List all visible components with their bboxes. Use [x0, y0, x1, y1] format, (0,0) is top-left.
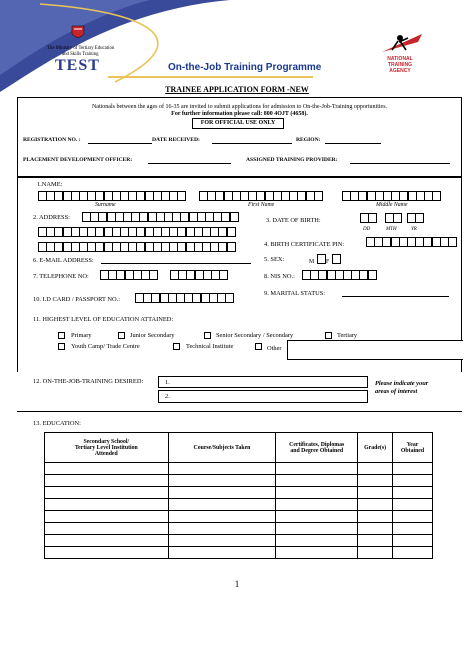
id-card-input[interactable] — [135, 293, 233, 303]
registration-no-label: REGISTRATION NO. : — [23, 137, 81, 143]
technical-institute-checkbox[interactable] — [173, 343, 180, 350]
education-level-heading: 11. HIGHEST LEVEL OF EDUCATION ATTAINED: — [33, 316, 174, 323]
address-input-line3[interactable] — [38, 242, 235, 252]
header-underline — [108, 76, 313, 78]
technical-institute-label: Technical Institute — [186, 343, 234, 350]
dob-month-caption: MTH — [386, 227, 397, 232]
address-input-line1[interactable] — [82, 212, 238, 222]
sex-label: 5. SEX: — [264, 256, 285, 263]
ministry-name-line2: and Skills Training — [62, 52, 99, 57]
sex-female-checkbox[interactable] — [332, 254, 340, 264]
registration-no-field[interactable] — [88, 143, 152, 144]
ojt-option-1-field[interactable] — [158, 376, 368, 388]
info-line: For further information please call: 800 4OJT (4658). — [171, 111, 308, 117]
first-name-caption: First Name — [248, 202, 275, 208]
ministry-name-line1: The Ministry of Tertiary Education — [47, 46, 115, 51]
tertiary-checkbox[interactable] — [325, 332, 332, 339]
senior-secondary-label: Senior Secondary / Secondary — [216, 332, 294, 339]
ojt-note: Please indicate your areas of interest — [375, 380, 429, 395]
dob-month-input[interactable] — [385, 213, 401, 223]
date-received-label: DATE RECEIVED: — [152, 137, 200, 143]
table-row[interactable] — [45, 511, 433, 523]
sex-female-label: F — [326, 259, 330, 265]
ojt-option-1-label: 1. — [165, 379, 170, 386]
telephone-input[interactable] — [100, 270, 157, 280]
id-card-label: 10. I.D CARD / PASSPORT NO.: — [33, 296, 120, 303]
education-col-institution: Secondary School/ Tertiary Level Institution Attended — [45, 433, 169, 463]
table-row[interactable] — [45, 535, 433, 547]
placement-officer-label: PLACEMENT DEVELOPMENT OFFICER: — [23, 157, 133, 163]
region-field[interactable] — [325, 143, 381, 144]
table-row[interactable] — [45, 499, 433, 511]
education-table-heading: 13. EDUCATION: — [33, 420, 81, 427]
youth-camp-checkbox[interactable] — [58, 343, 65, 350]
table-row[interactable] — [45, 523, 433, 535]
dob-day-input[interactable] — [360, 213, 376, 223]
primary-checkbox[interactable] — [58, 332, 65, 339]
page-number: 1 — [234, 579, 240, 589]
education-col-certificates: Certificates, Diplomas and Degree Obtained — [276, 433, 358, 463]
education-col-year: Year Obtained — [393, 433, 433, 463]
other-label: Other — [267, 345, 282, 352]
dob-day-caption: DD — [363, 227, 371, 232]
sex-male-label: M — [309, 259, 315, 265]
telephone-label: 7. TELEPHONE NO: — [33, 273, 89, 280]
training-provider-field[interactable] — [350, 163, 450, 164]
surname-caption: Surname — [95, 202, 116, 208]
form-title: TRAINEE APPLICATION FORM -NEW — [165, 85, 309, 94]
telephone-alt-input[interactable] — [170, 270, 227, 280]
sex-male-checkbox[interactable] — [317, 254, 325, 264]
primary-label: Primary — [71, 332, 92, 339]
programme-title: On-the-Job Training Programme — [168, 62, 322, 73]
coat-of-arms-icon — [70, 24, 86, 42]
email-label: 6. E-MAIL ADDRESS: — [33, 257, 94, 264]
official-use-label: FOR OFFICIAL USE ONLY — [200, 120, 276, 126]
name-label: 1.NAME: — [37, 181, 63, 188]
address-label: 2. ADDRESS: — [33, 214, 70, 221]
table-row[interactable] — [45, 487, 433, 499]
ojt-option-2-label: 2. — [165, 393, 170, 400]
other-specify-field[interactable] — [287, 340, 463, 360]
intro-text: Nationals between the ages of 16-35 are invited to submit applications for admission to On-the-Job-Training opportunities. — [91, 104, 388, 110]
training-provider-label: ASSIGNED TRAINING PROVIDER: — [246, 157, 338, 163]
ojt-heading: 12. ON-THE-JOB-TRAINING DESIRED: — [33, 378, 144, 385]
nis-label: 8. NIS NO.: — [264, 273, 295, 280]
marital-status-field[interactable] — [342, 296, 449, 297]
table-row[interactable] — [45, 463, 433, 475]
education-col-course: Course/Subjects Taken — [168, 433, 276, 463]
junior-secondary-checkbox[interactable] — [118, 332, 125, 339]
marital-status-label: 9. MARITAL STATUS: — [264, 290, 326, 297]
dob-year-caption: YR — [411, 227, 417, 232]
tertiary-label: Tertiary — [337, 332, 358, 339]
agency-name: NATIONAL TRAINING AGENCY — [387, 56, 413, 74]
senior-secondary-checkbox[interactable] — [204, 332, 211, 339]
nis-input[interactable] — [302, 270, 376, 280]
middle-name-input[interactable] — [342, 191, 440, 201]
surname-input[interactable] — [38, 191, 186, 201]
junior-secondary-label: Junior Secondary — [130, 332, 175, 339]
first-name-input[interactable] — [199, 191, 322, 201]
birth-cert-label: 4. BIRTH CERTIFICATE PIN: — [264, 241, 345, 248]
youth-camp-label: Youth Camp/ Trade Centre — [71, 343, 140, 350]
date-received-field[interactable] — [212, 143, 292, 144]
ojt-option-2-field[interactable] — [158, 390, 368, 403]
education-col-grades: Grade(s) — [358, 433, 393, 463]
birth-cert-input[interactable] — [366, 237, 456, 247]
dob-year-input[interactable] — [407, 213, 423, 223]
ministry-acronym: TEST — [55, 57, 100, 74]
table-row[interactable] — [45, 547, 433, 559]
placement-officer-field[interactable] — [148, 163, 231, 164]
table-row[interactable] — [45, 475, 433, 487]
middle-name-caption: Middle Name — [376, 202, 408, 208]
email-field[interactable] — [101, 263, 251, 264]
dob-label: 3. DATE OF BIRTH: — [266, 217, 321, 224]
address-input-line2[interactable] — [38, 227, 235, 237]
other-checkbox[interactable] — [255, 343, 262, 350]
region-label: REGION: — [296, 137, 321, 143]
education-table — [44, 432, 433, 559]
nta-logo-icon — [378, 30, 426, 56]
